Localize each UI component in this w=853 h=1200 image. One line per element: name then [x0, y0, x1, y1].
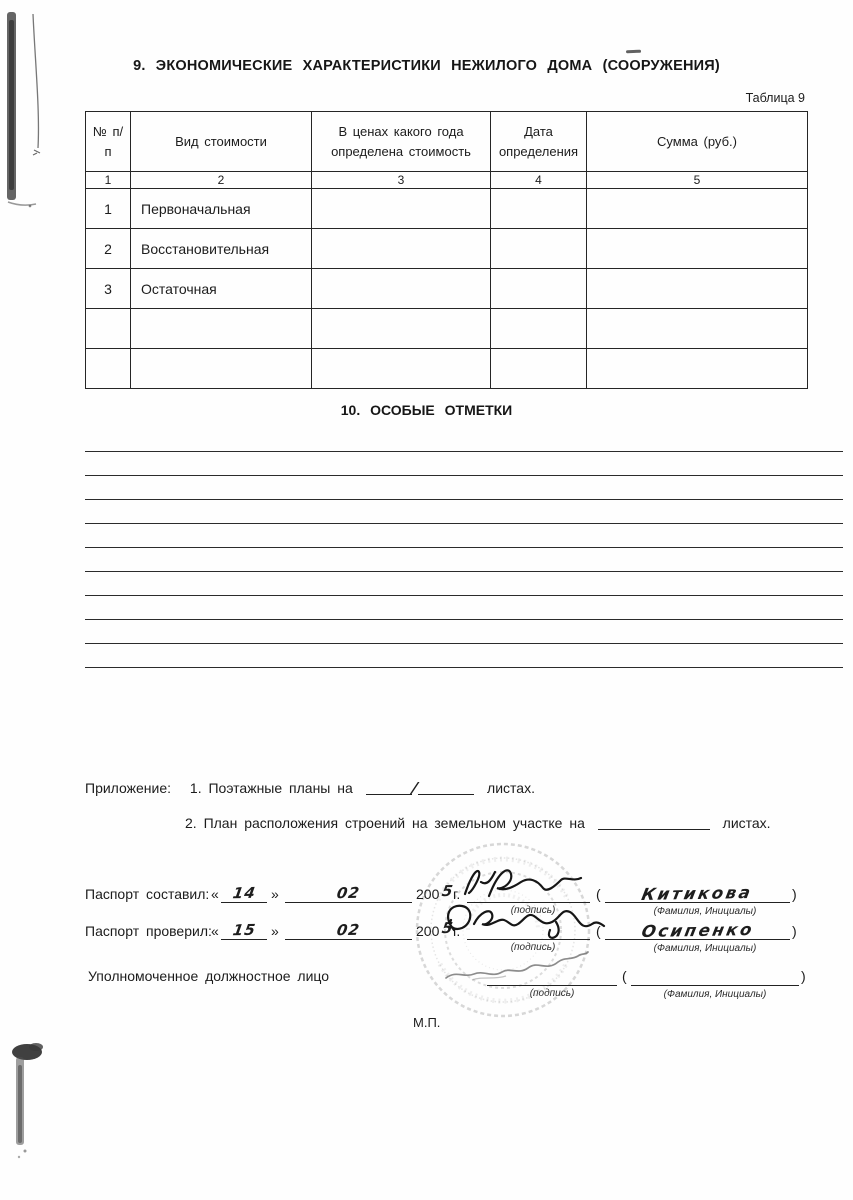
attachment-item1-suffix: листах.	[487, 780, 535, 796]
row5-num	[86, 349, 131, 389]
paren-close: )	[792, 886, 797, 902]
paren-open: (	[596, 923, 601, 939]
ruled-line	[85, 451, 843, 452]
paren-close: )	[792, 923, 797, 939]
column-numbers-row	[86, 172, 808, 189]
quote-open: «	[211, 886, 219, 902]
row5-sum	[587, 349, 808, 389]
made-month-field	[285, 884, 412, 903]
attachment-item1-prefix: 1. Поэтажные планы на	[189, 780, 353, 796]
header-year: В ценах какого года определена стоимость	[312, 112, 491, 172]
podpis-label: (подпись)	[510, 905, 556, 916]
colnum-3: 3	[312, 172, 491, 189]
table-row	[86, 229, 808, 269]
ruled-line	[85, 643, 843, 644]
attachment-item1-blank1	[366, 780, 412, 795]
made-day-field	[221, 884, 267, 903]
paren-close: )	[801, 968, 806, 984]
official-signature-field	[487, 967, 617, 986]
section10-title: 10. ОСОБЫЕ ОТМЕТКИ	[340, 402, 513, 418]
familia-label: (Фамилия, Инициалы)	[653, 906, 757, 917]
row1-year	[312, 189, 491, 229]
made-signature-field	[467, 884, 590, 903]
row2-sum	[587, 229, 808, 269]
checked-year-prefix: 200	[416, 923, 440, 939]
colnum-1: 1	[86, 172, 131, 189]
passport-made-label: Паспорт составил:	[85, 886, 210, 902]
row3-year	[312, 269, 491, 309]
scan-artifact-dash	[620, 46, 650, 58]
checked-signature-field	[467, 921, 590, 940]
ruled-line	[85, 523, 843, 524]
made-month-value: 02	[335, 883, 362, 903]
quote-close: »	[271, 886, 279, 902]
podpis-label: (подпись)	[510, 942, 556, 953]
table-row	[86, 269, 808, 309]
scan-artifact-bottom-left	[0, 1035, 70, 1165]
row2-num: 2	[86, 229, 131, 269]
section9-title: 9. ЭКОНОМИЧЕСКИЕ ХАРАКТЕРИСТИКИ НЕЖИЛОГО ДОМА (СООРУЖЕНИЯ)	[133, 58, 720, 74]
ruled-line	[85, 499, 843, 500]
attachment-label: Приложение:	[85, 780, 172, 796]
podpis-label: (подпись)	[529, 988, 575, 999]
row4-num	[86, 309, 131, 349]
row3-num: 3	[86, 269, 131, 309]
made-year-g: г.	[453, 886, 461, 902]
row5-type	[131, 349, 312, 389]
made-name-field	[605, 884, 790, 903]
row4-sum	[587, 309, 808, 349]
row1-date	[491, 189, 587, 229]
table-row	[86, 189, 808, 229]
attachment-line-1	[85, 778, 535, 797]
table-caption: Таблица 9	[745, 91, 805, 105]
checked-name-value: Осипенко	[639, 920, 756, 941]
made-name-value: Китикова	[640, 883, 755, 904]
row1-num: 1	[86, 189, 131, 229]
checked-day-value: 15	[231, 920, 257, 940]
paren-open: (	[622, 968, 627, 984]
table-header-row	[86, 112, 808, 172]
economic-characteristics-table	[85, 111, 808, 389]
ruled-line	[85, 619, 843, 620]
familia-label: (Фамилия, Инициалы)	[653, 943, 757, 954]
checked-year-g: г.	[453, 923, 461, 939]
passport-checked-label: Паспорт проверил:	[85, 923, 212, 939]
row4-date	[491, 309, 587, 349]
attachment-item1-blank2	[418, 780, 474, 795]
table-row	[86, 349, 808, 389]
official-name-field	[631, 967, 799, 986]
row2-date	[491, 229, 587, 269]
ruled-line	[85, 475, 843, 476]
checked-month-value: 02	[335, 920, 362, 940]
checked-month-field	[285, 921, 412, 940]
checked-day-field	[221, 921, 267, 940]
mp-label: М.П.	[413, 1015, 441, 1030]
header-type: Вид стоимости	[131, 112, 312, 172]
attachment-item1-value: /	[410, 778, 420, 798]
paren-open: (	[596, 886, 601, 902]
row1-sum	[587, 189, 808, 229]
made-year-prefix: 200	[416, 886, 440, 902]
ruled-line	[85, 547, 843, 548]
attachment-item2-prefix: 2. План расположения строений на земельном участке на	[185, 815, 585, 831]
header-num: № п/п	[86, 112, 131, 172]
made-day-value: 14	[231, 883, 257, 903]
quote-open: «	[211, 923, 219, 939]
row5-year	[312, 349, 491, 389]
official-label: Уполномоченное должностное лицо	[88, 968, 330, 984]
ruled-line	[85, 667, 843, 668]
attachment-line-2	[185, 813, 771, 831]
row3-type: Остаточная	[131, 269, 312, 309]
familia-label: (Фамилия, Инициалы)	[663, 989, 767, 1000]
ruled-line	[85, 595, 843, 596]
table-row	[86, 309, 808, 349]
attachment-item2-suffix: листах.	[722, 815, 771, 831]
ruled-line	[85, 571, 843, 572]
checked-year-suffix: 5	[440, 918, 455, 938]
row3-date	[491, 269, 587, 309]
header-sum: Сумма (руб.)	[587, 112, 808, 172]
row2-year	[312, 229, 491, 269]
header-date: Дата определения	[491, 112, 587, 172]
made-year-suffix: 5	[440, 881, 455, 901]
checked-name-field	[605, 921, 790, 940]
row5-date	[491, 349, 587, 389]
colnum-2: 2	[131, 172, 312, 189]
row4-year	[312, 309, 491, 349]
row4-type	[131, 309, 312, 349]
row3-sum	[587, 269, 808, 309]
colnum-5: 5	[587, 172, 808, 189]
row2-type: Восстановительная	[131, 229, 312, 269]
quote-close: »	[271, 923, 279, 939]
attachment-item2-blank	[598, 815, 710, 830]
colnum-4: 4	[491, 172, 587, 189]
row1-type: Первоначальная	[131, 189, 312, 229]
